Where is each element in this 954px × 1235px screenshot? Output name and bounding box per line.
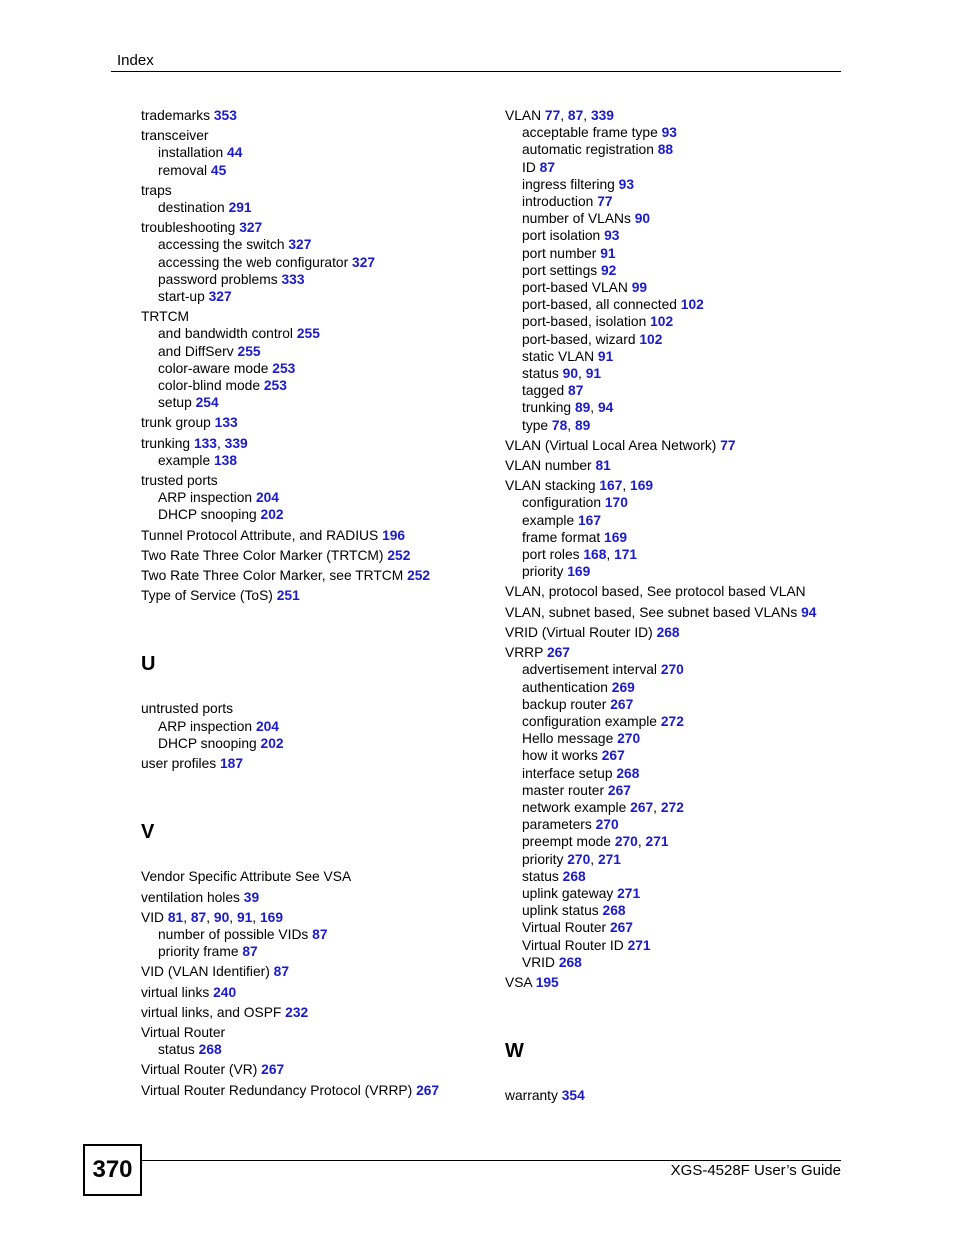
index-subentry <box>505 563 865 580</box>
index-term: color-blind mode <box>158 378 260 394</box>
index-term: Type of Service (ToS) <box>141 588 273 604</box>
page-link[interactable]: 270 <box>614 834 638 850</box>
index-subentry: trunking 89, 94 <box>522 400 614 416</box>
header-rule <box>111 71 841 72</box>
index-term: Tunnel Protocol Attribute, and RADIUS <box>141 527 379 543</box>
page-link[interactable]: 271 <box>617 885 641 901</box>
index-term: trusted ports <box>141 473 218 489</box>
page-link[interactable]: 255 <box>296 326 320 342</box>
page-link[interactable]: 327 <box>352 254 376 270</box>
index-entry <box>141 547 501 564</box>
index-term: VID (VLAN Identifier) <box>141 964 270 980</box>
index-entry <box>141 889 501 906</box>
page-link[interactable]: 93 <box>618 176 634 192</box>
index-entry <box>141 1024 501 1041</box>
index-subentry <box>505 296 865 313</box>
index-term: virtual links <box>141 984 210 1000</box>
index-subentry <box>505 713 865 730</box>
index-term: trunking <box>522 400 572 416</box>
index-subentry <box>141 377 501 394</box>
page-link[interactable]: 240 <box>213 984 237 1000</box>
index-term: transceiver <box>141 128 209 144</box>
index-term: type <box>522 417 549 433</box>
page-link[interactable]: 255 <box>237 343 261 359</box>
index-subentry <box>141 735 501 752</box>
index-entry <box>141 700 501 717</box>
page-link[interactable]: 102 <box>650 314 674 330</box>
index-term: accessing the switch <box>158 237 285 253</box>
page-link[interactable]: 87 <box>567 108 584 123</box>
index-term: VLAN <box>505 108 542 123</box>
page-link[interactable]: 168 <box>583 547 607 563</box>
index-term: port isolation <box>522 228 601 244</box>
page-link[interactable]: 271 <box>645 834 669 850</box>
page-link[interactable]: 267 <box>416 1082 440 1098</box>
index-subentry <box>505 868 865 885</box>
page-link[interactable]: 253 <box>263 378 287 394</box>
page-link[interactable]: 267 <box>607 782 631 798</box>
page-link[interactable]: 268 <box>602 903 626 919</box>
index-term: advertisement interval <box>522 662 657 678</box>
page-link[interactable]: 267 <box>609 920 633 936</box>
index-term: master router <box>522 782 605 798</box>
index-column-left <box>141 107 501 1099</box>
index-entry <box>141 182 501 199</box>
index-term: VRRP <box>505 645 544 661</box>
index-term: installation <box>158 145 224 161</box>
guide-title: XGS-4528F User’s Guide <box>670 1162 841 1179</box>
index-entry: trunking 133, 339 <box>141 435 248 451</box>
page-link[interactable]: 195 <box>535 974 559 990</box>
index-subentry <box>505 348 865 365</box>
page-link[interactable]: 44 <box>227 145 243 161</box>
index-entry: VID 81, 87, 90, 91, 169 <box>141 909 283 925</box>
page-link[interactable]: 39 <box>243 889 260 905</box>
page-link[interactable]: 133 <box>193 435 217 451</box>
index-term: Virtual Router <box>522 920 607 936</box>
page-link[interactable]: 270 <box>595 817 619 833</box>
index-term: authentication <box>522 679 608 695</box>
index-entry <box>505 604 865 621</box>
section-letter: V <box>141 821 155 844</box>
index-term: Hello message <box>522 731 614 747</box>
index-entry <box>141 127 501 144</box>
page-link[interactable]: 268 <box>616 765 640 781</box>
index-subentry <box>505 382 865 399</box>
index-term: acceptable frame type <box>522 125 658 141</box>
index-term: color-aware mode <box>158 360 269 376</box>
index-subentry <box>505 902 865 919</box>
page-link[interactable]: 45 <box>210 162 227 178</box>
index-term: Virtual Router <box>141 1024 226 1040</box>
index-term: VRID (Virtual Router ID) <box>505 624 653 640</box>
page-link[interactable]: 138 <box>214 452 238 468</box>
page-link[interactable]: 167 <box>599 478 623 494</box>
index-term: trademarks <box>141 108 211 123</box>
page-number: 370 <box>83 1144 142 1196</box>
page-link[interactable]: 102 <box>639 331 663 347</box>
page-link[interactable]: 339 <box>224 435 248 451</box>
index-subentry <box>141 506 501 523</box>
index-column-right <box>505 107 865 1104</box>
index-subentry <box>141 325 501 342</box>
page-link[interactable]: 251 <box>276 588 300 604</box>
index-subentry <box>141 236 501 253</box>
index-term: virtual links, and OSPF <box>141 1004 282 1020</box>
index-subentry <box>505 210 865 227</box>
index-subentry <box>505 245 865 262</box>
index-term: VSA <box>505 974 532 990</box>
index-entry <box>141 963 501 980</box>
index-entry <box>505 583 865 600</box>
index-subentry <box>141 452 501 469</box>
page-link[interactable]: 353 <box>213 108 237 123</box>
page-link[interactable]: 93 <box>604 228 620 244</box>
index-term: DHCP snooping <box>158 507 257 523</box>
page-link[interactable]: 169 <box>630 478 654 494</box>
index-subentry <box>141 394 501 411</box>
index-entry <box>505 457 865 474</box>
index-term: Virtual Router (VR) <box>141 1062 258 1078</box>
page-link[interactable]: 291 <box>228 200 252 216</box>
page-link[interactable]: 90 <box>562 366 579 382</box>
index-entry <box>141 567 501 584</box>
page-link[interactable]: 267 <box>261 1062 285 1078</box>
index-subentry: type 78, 89 <box>522 417 591 433</box>
index-term: trunk group <box>141 415 211 431</box>
index-subentry <box>141 271 501 288</box>
page-link[interactable]: 232 <box>285 1004 309 1020</box>
index-entry <box>141 755 501 772</box>
page-link[interactable]: 271 <box>597 851 621 867</box>
index-term: user profiles <box>141 756 217 772</box>
index-subentry <box>141 489 501 506</box>
page-link[interactable]: 202 <box>260 507 284 523</box>
page-link[interactable]: 327 <box>239 220 263 236</box>
index-term: port-based, all connected <box>522 297 677 313</box>
index-term: tagged <box>522 383 565 399</box>
index-term: ventilation holes <box>141 889 240 905</box>
index-term: port number <box>522 245 597 261</box>
page-link[interactable]: 171 <box>614 547 638 563</box>
index-term: TRTCM <box>141 309 190 325</box>
index-term: static VLAN <box>522 348 595 364</box>
index-entry <box>141 308 501 325</box>
index-subentry <box>141 144 501 161</box>
footer-rule <box>140 1160 841 1161</box>
index-term: VRID <box>522 954 555 970</box>
index-term: configuration <box>522 495 602 511</box>
page-link[interactable]: 170 <box>604 495 628 511</box>
index-entry <box>141 1082 501 1099</box>
page-link[interactable]: 327 <box>208 289 232 305</box>
index-term: VLAN (Virtual Local Area Network) <box>505 437 717 453</box>
index-term: priority frame <box>158 944 239 960</box>
index-term: Two Rate Three Color Marker (TRTCM) <box>141 547 384 563</box>
page-link[interactable]: 269 <box>611 679 635 695</box>
index-term: troubleshooting <box>141 220 236 236</box>
index-term: example <box>158 452 211 468</box>
index-term: accessing the web configurator <box>158 254 349 270</box>
page-link[interactable]: 94 <box>597 400 614 416</box>
index-term: and DiffServ <box>158 343 234 359</box>
index-subentry <box>505 782 865 799</box>
index-subentry <box>505 954 865 971</box>
index-term: untrusted ports <box>141 701 234 717</box>
index-term: number of VLANs <box>522 211 631 227</box>
index-term: configuration example <box>522 713 657 729</box>
index-subentry <box>505 193 865 210</box>
index-entry <box>505 974 865 991</box>
index-subentry <box>141 360 501 377</box>
index-entry <box>505 437 865 454</box>
page-link[interactable]: 253 <box>272 360 296 376</box>
page-link[interactable]: 89 <box>574 400 591 416</box>
page-link[interactable]: 133 <box>214 415 238 431</box>
index-subentry <box>141 288 501 305</box>
page-link[interactable]: 169 <box>567 564 591 580</box>
index-subentry: network example 267, 272 <box>522 799 684 815</box>
index-term: preempt mode <box>522 834 611 850</box>
index-term: DHCP snooping <box>158 735 257 751</box>
index-entry <box>141 527 501 544</box>
index-term: destination <box>158 200 225 216</box>
page-link[interactable]: 77 <box>544 108 561 123</box>
index-term: and bandwidth control <box>158 326 293 342</box>
index-entry <box>141 868 501 885</box>
page-link[interactable]: 87 <box>539 159 556 175</box>
page-link[interactable]: 254 <box>195 395 219 411</box>
index-term: backup router <box>522 696 607 712</box>
index-term: traps <box>141 182 172 198</box>
page-link[interactable]: 268 <box>562 868 586 884</box>
page-link[interactable]: 204 <box>255 718 279 734</box>
index-term: VID <box>141 909 164 925</box>
index-entry <box>141 1061 501 1078</box>
page-link[interactable]: 267 <box>630 799 654 815</box>
index-term: ingress filtering <box>522 176 615 192</box>
page-link[interactable]: 327 <box>288 237 312 253</box>
page-link[interactable]: 169 <box>604 529 628 545</box>
page-link[interactable]: 87 <box>568 383 584 399</box>
page-link[interactable]: 90 <box>634 211 651 227</box>
index-term: port-based, isolation <box>522 314 647 330</box>
page-link[interactable]: 270 <box>567 851 591 867</box>
page-link[interactable]: 94 <box>801 604 817 620</box>
index-subentry <box>505 313 865 330</box>
page-link[interactable]: 333 <box>281 271 305 287</box>
index-term: status <box>158 1042 195 1058</box>
page-link[interactable]: 87 <box>312 926 328 942</box>
index-subentry <box>505 279 865 296</box>
section-letter: U <box>141 653 156 676</box>
page-link[interactable]: 270 <box>660 662 684 678</box>
index-subentry <box>505 227 865 244</box>
index-subentry <box>505 937 865 954</box>
index-term: VLAN, subnet based, See subnet based VLANs <box>505 604 798 620</box>
index-term: Virtual Router ID <box>522 937 624 953</box>
page-link[interactable]: 202 <box>260 735 284 751</box>
index-subentry <box>505 885 865 902</box>
index-term: VLAN stacking <box>505 478 596 494</box>
index-subentry: port roles 168, 171 <box>522 547 638 563</box>
page-link[interactable]: 102 <box>680 297 704 313</box>
page-link[interactable]: 252 <box>387 547 411 563</box>
index-term: network example <box>522 799 627 815</box>
section-letter: W <box>505 1040 524 1063</box>
index-term: warranty <box>505 1088 558 1104</box>
index-subentry <box>505 124 865 141</box>
page-link[interactable]: 87 <box>190 909 207 925</box>
index-subentry <box>505 159 865 176</box>
page-link[interactable]: 272 <box>660 713 684 729</box>
index-entry: VLAN 77, 87, 339 <box>505 108 614 123</box>
index-subentry <box>141 343 501 360</box>
page-link[interactable]: 87 <box>273 964 290 980</box>
index-term: parameters <box>522 817 592 833</box>
index-entry <box>141 1004 501 1021</box>
index-term: VLAN number <box>505 458 592 474</box>
index-entry: VLAN stacking 167, 169 <box>505 478 654 494</box>
index-entry <box>141 219 501 236</box>
page-link[interactable]: 88 <box>657 142 674 158</box>
running-header: Index <box>117 52 154 69</box>
index-subentry <box>505 696 865 713</box>
index-subentry <box>505 661 865 678</box>
index-term: Two Rate Three Color Marker, see TRTCM <box>141 568 404 584</box>
index-subentry <box>505 730 865 747</box>
index-term: status <box>522 366 559 382</box>
index-term: example <box>522 512 575 528</box>
index-term: priority <box>522 564 564 580</box>
page-link[interactable]: 270 <box>617 731 641 747</box>
page-link[interactable]: 91 <box>597 348 614 364</box>
index-subentry <box>141 162 501 179</box>
index-subentry <box>141 943 501 960</box>
index-subentry <box>505 494 865 511</box>
index-subentry <box>141 926 501 943</box>
page-link[interactable]: 99 <box>631 280 648 296</box>
page-link[interactable]: 339 <box>590 108 614 123</box>
page-link[interactable]: 167 <box>578 512 602 528</box>
index-term: port roles <box>522 547 580 563</box>
page-link[interactable]: 77 <box>597 194 613 210</box>
page-link[interactable]: 89 <box>574 417 591 433</box>
page-link[interactable]: 93 <box>661 125 677 141</box>
page-link[interactable]: 267 <box>610 696 634 712</box>
page-link[interactable]: 91 <box>600 245 616 261</box>
index-term: trunking <box>141 435 191 451</box>
page-link[interactable]: 272 <box>660 799 684 815</box>
index-subentry <box>141 254 501 271</box>
index-subentry <box>505 747 865 764</box>
page-link[interactable]: 81 <box>167 909 184 925</box>
index-subentry <box>505 262 865 279</box>
index-entry <box>141 984 501 1001</box>
index-term: port-based VLAN <box>522 280 628 296</box>
index-term: introduction <box>522 194 594 210</box>
index-term: priority <box>522 851 564 867</box>
page-link[interactable]: 204 <box>255 490 279 506</box>
page-link[interactable]: 268 <box>656 624 680 640</box>
index-term: ARP inspection <box>158 490 253 506</box>
index-subentry: status 90, 91 <box>522 366 602 382</box>
page-link[interactable]: 90 <box>213 909 230 925</box>
page-link[interactable]: 169 <box>259 909 283 925</box>
index-term: removal <box>158 162 208 178</box>
page-link[interactable]: 267 <box>546 645 570 661</box>
index-entry <box>141 587 501 604</box>
index-entry <box>141 472 501 489</box>
index-entry <box>505 624 865 641</box>
page-link[interactable]: 187 <box>220 756 244 772</box>
page-link[interactable]: 78 <box>551 417 568 433</box>
index-term: password problems <box>158 271 278 287</box>
index-term: how it works <box>522 748 598 764</box>
index-subentry <box>141 1041 501 1058</box>
index-subentry <box>505 765 865 782</box>
index-term: VLAN, protocol based, See protocol based VLAN <box>505 584 806 600</box>
page-link[interactable]: 196 <box>382 527 406 543</box>
index-subentry <box>141 199 501 216</box>
page-link[interactable]: 81 <box>595 458 611 474</box>
index-subentry <box>505 331 865 348</box>
index-term: port settings <box>522 262 598 278</box>
index-entry <box>505 644 865 661</box>
index-subentry: preempt mode 270, 271 <box>522 834 669 850</box>
index-subentry <box>505 816 865 833</box>
index-entry <box>141 414 501 431</box>
index-subentry <box>505 141 865 158</box>
index-term: interface setup <box>522 765 613 781</box>
index-term: automatic registration <box>522 142 654 158</box>
index-term: ID <box>522 159 536 175</box>
index-subentry <box>505 679 865 696</box>
index-term: port-based, wizard <box>522 331 636 347</box>
index-entry <box>141 107 501 124</box>
page-link[interactable]: 92 <box>601 262 617 278</box>
index-term: uplink status <box>522 903 599 919</box>
page-link[interactable]: 252 <box>407 568 431 584</box>
index-subentry <box>505 512 865 529</box>
index-term: ARP inspection <box>158 718 253 734</box>
page-link[interactable]: 87 <box>242 944 258 960</box>
page-link[interactable]: 271 <box>627 937 651 953</box>
index-term: Virtual Router Redundancy Protocol (VRRP) <box>141 1082 413 1098</box>
index-subentry <box>505 919 865 936</box>
index-entry <box>505 1087 865 1104</box>
page-link[interactable]: 77 <box>720 437 736 453</box>
index-term: setup <box>158 395 192 411</box>
index-term: frame format <box>522 529 601 545</box>
index-subentry <box>505 529 865 546</box>
page-link[interactable]: 268 <box>198 1042 222 1058</box>
index-subentry <box>505 176 865 193</box>
index-term: start-up <box>158 289 205 305</box>
page-link[interactable]: 91 <box>585 366 602 382</box>
index-subentry <box>141 718 501 735</box>
page-link[interactable]: 268 <box>558 954 582 970</box>
index-term: number of possible VIDs <box>158 926 309 942</box>
index-subentry: priority 270, 271 <box>522 851 621 867</box>
index-term: status <box>522 868 559 884</box>
index-term: Vendor Specific Attribute See VSA <box>141 869 352 885</box>
page-link[interactable]: 354 <box>561 1088 585 1104</box>
page-link[interactable]: 91 <box>236 909 253 925</box>
index-term: uplink gateway <box>522 885 614 901</box>
page-link[interactable]: 267 <box>601 748 625 764</box>
